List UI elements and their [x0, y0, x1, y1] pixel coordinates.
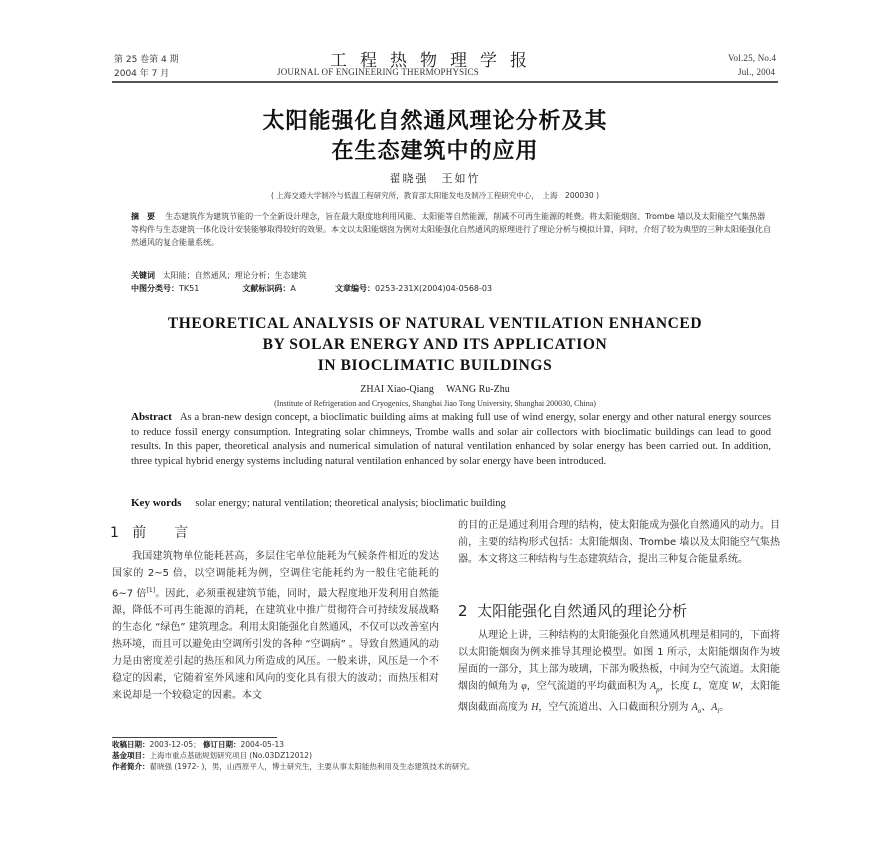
header-date-en: Jul., 2004 — [738, 67, 776, 77]
section-1-paragraph — [112, 548, 439, 704]
doc-code-label: 文献标识码： — [242, 284, 291, 293]
symbol-phi: φ — [521, 681, 527, 692]
section-2-text-6: ，空气流道出、入口截面积分别为 — [538, 702, 692, 713]
footnote-author — [112, 762, 712, 773]
subscript-o: o — [697, 707, 702, 715]
symbol-Ao: A — [691, 702, 698, 713]
affiliation-en: (Institute of Refrigeration and Cryogenics, Shanghai Jiao Tong University, Shanghai 200030, China) — [274, 399, 596, 408]
section-2-text-2: ，空气流道的平均截面积为 — [526, 681, 651, 692]
authors-en: ZHAI Xiao-Qiang WANG Ru-Zhu — [360, 384, 510, 395]
fund-value: 上海市重点基础规划研究项目 (No.03DZ12012) — [149, 751, 313, 760]
header-volume-cn: 第 25 卷第 4 期 — [114, 55, 179, 65]
abstract-en-text: As a bran-new design concept, a bioclimatic building aims at making full use of wind energy, solar energy and other natural energy sources to reduce fossil energy consumption. Integrating solar chimneys, Trombe walls and solar air collectors with bioclimatic buildings can lead to good results. In this paper, theoretical analysis and numerical simulation of natural ventilation enhanced by solar energy has been carried out. In addition, three typical hybrid energy systems including natural ventilation enhanced by solar energy have been introduced. — [131, 412, 771, 467]
section-1-text-b: 。因此，必须重视建筑节能，同时，最大程度地开发利用自然能源，降低不可再生能源的消耗，在建筑业中推广贯彻符合可持续发展战略的生态化 “绿色” 建筑理念。利用太阳能强化自然通风，不仅可以改善室内热环境，而且可以避免由空调所引发的各种 “空调病” 。导致自然通风的动力是由密度差引起的热压和风力所造成的风压。一般来讲，风压是一个不稳定的因素，它随着室外风速和风向的变化具有很大的波动；而热压相对来说却是一个较稳定的因素。本文 — [112, 588, 439, 702]
section-2-heading — [458, 600, 687, 621]
symbol-H: H — [531, 702, 539, 713]
abstract-cn-text: 生态建筑作为建筑节能的一个全新设计理念，旨在最大限度地利用风能、太阳能等自然能源，削减不可再生能源的耗费。将太阳能烟囱、Trombe 墙以及太阳能空气集热器等构件与生态建筑一体化设计安装能够取得较好的效果。本文以太阳能烟囱为例对太阳能强化自然通风的原理进行了理论分析与模拟计算，同时，介绍了较为典型的三种太阳能强化自然通风的复合能量系统。 — [131, 212, 771, 247]
keywords-en-label: Key words — [131, 497, 182, 509]
section-2-number: 2 — [458, 602, 468, 620]
classification-line — [131, 282, 771, 295]
abstract-cn-label: 摘 要 — [131, 212, 155, 221]
keywords-cn — [131, 269, 771, 282]
section-1-text-a: 我国建筑物单位能耗甚高，多层住宅单位能耗为气候条件相近的发达国家的 2~5 倍，以空调能耗为例，空调住宅能耗约为一般住宅能耗的 6~7 倍 — [112, 551, 439, 600]
section-2-paragraph — [458, 627, 780, 720]
header-rule — [112, 81, 778, 83]
abstract-en-label: Abstract — [131, 411, 172, 423]
subscript-i: i — [717, 707, 720, 715]
clc-label: 中图分类号： — [131, 284, 179, 293]
header-volume-en: Vol.25, No.4 — [728, 53, 777, 63]
section-2-text-5: ，太阳能烟囱截面高度为 — [458, 681, 781, 713]
section-2-end: 。 — [719, 702, 730, 713]
symbol-Ai: A — [711, 702, 718, 713]
journal-title-cn: 工程热物理学报 — [330, 51, 540, 71]
paper-title-en-line1: THEORETICAL ANALYSIS OF NATURAL VENTILATION ENHANCED — [167, 315, 703, 332]
footnote-dates — [112, 740, 712, 751]
symbol-L: L — [692, 681, 699, 692]
abstract-cn — [131, 210, 771, 249]
paper-title-en-line3: IN BIOCLIMATIC BUILDINGS — [317, 357, 553, 374]
paper-title-en-line2: BY SOLAR ENERGY AND ITS APPLICATION — [262, 336, 608, 353]
footnote-rule — [112, 737, 277, 738]
revised-date: 2004-05-13 — [240, 740, 285, 749]
paper-title-cn-line1: 太阳能强化自然通风理论分析及其 — [262, 109, 608, 134]
section-1-heading — [110, 522, 188, 542]
keywords-en — [131, 496, 771, 512]
affiliation-cn: ( 上海交通大学制冷与低温工程研究所，教育部太阳能发电及制冷工程研究中心， 上海 200030 ) — [271, 191, 599, 200]
subscript-p: p — [656, 686, 660, 694]
section-1-number: 1 — [110, 525, 119, 541]
symbol-W: W — [731, 681, 740, 692]
clc-value: TK51 — [179, 284, 200, 293]
citation-1: [1] — [146, 587, 156, 594]
article-no-value: 0253-231X(2004)04-0568-03 — [374, 284, 493, 293]
received-label: 收稿日期： — [112, 740, 150, 749]
authors-cn: 翟晓强 王如竹 — [389, 172, 481, 185]
doc-code-value: A — [290, 284, 296, 293]
revised-label: 修订日期： — [202, 740, 241, 749]
section-2-text-1: 从理论上讲，三种结构的太阳能强化自然通风机理是相同的，下面将以太阳能烟囱为例来推导其理论模型。如图 1 所示，太阳能烟囱作为坡屋面的一部分，其上部为玻璃，下部为吸热板，中间为空气流道。太阳能烟囱的倾角为 — [458, 630, 780, 692]
article-no-label: 文章编号： — [334, 284, 375, 293]
footnote-fund — [112, 751, 712, 762]
abstract-en — [131, 410, 771, 469]
keywords-cn-text: 太阳能；自然通风；理论分析；生态建筑 — [162, 271, 307, 280]
fund-label: 基金项目： — [112, 751, 150, 760]
journal-title-en: JOURNAL OF ENGINEERING THERMOPHYSICS — [277, 67, 479, 77]
section-2-title: 太阳能强化自然通风的理论分析 — [477, 602, 688, 620]
symbol-Ap: A — [650, 681, 657, 692]
author-bio-value: 翟晓强 (1972- )，男，山西原平人，博士研究生，主要从事太阳能热利用及生态建筑技术的研究。 — [149, 762, 475, 771]
author-bio-label: 作者简介： — [112, 762, 150, 771]
section-1-title: 前 言 — [132, 525, 189, 541]
keywords-en-text: solar energy; natural ventilation; theoretical analysis; bioclimatic building — [195, 498, 506, 509]
section-2-text-4: ，宽度 — [698, 681, 732, 692]
paper-title-cn-line2: 在生态建筑中的应用 — [331, 139, 539, 164]
section-2-text-3: ，长度 — [659, 681, 693, 692]
section-1-continued: 的目的正是通过利用合理的结构，使太阳能成为强化自然通风的动力。目前，主要的结构形式包括：太阳能烟囱、Trombe 墙以及太阳能空气集热器。本文将这三种结构与生态建筑结合，提出三种复合能量系统。 — [458, 520, 780, 565]
keywords-cn-label: 关键词 — [131, 271, 155, 280]
separator: 、 — [701, 702, 712, 713]
header-date-cn: 2004 年 7 月 — [114, 69, 170, 79]
received-date: 2003-12-05； — [149, 740, 201, 749]
